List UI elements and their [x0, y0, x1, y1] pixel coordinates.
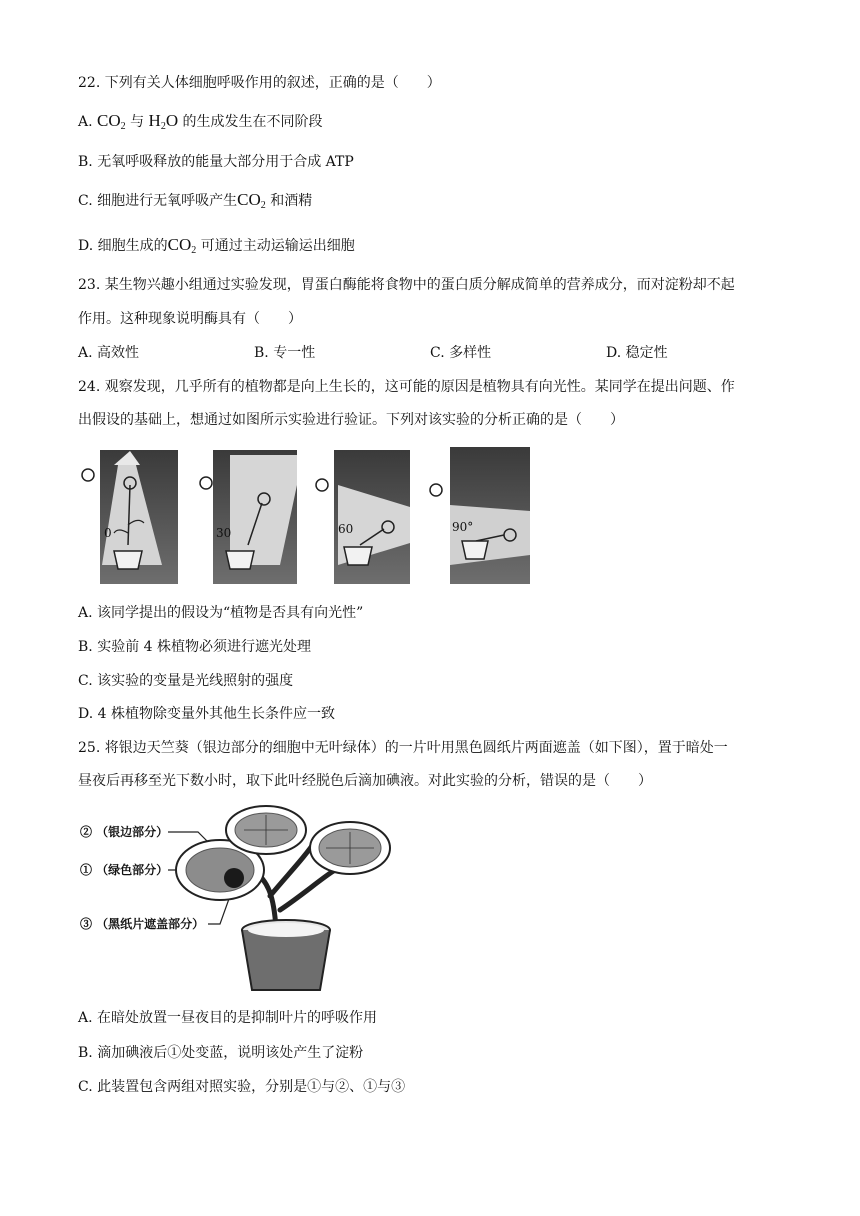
q24-option-d: D. 4 株植物除变量外其他生长条件应一致: [78, 706, 335, 722]
q25-option-a: A. 在暗处放置一昼夜目的是抑制叶片的呼吸作用: [78, 1010, 378, 1026]
upper-leaf: [226, 806, 306, 854]
q22-c-suffix: 和酒精: [265, 193, 313, 209]
angle-label-30: 30: [216, 526, 232, 540]
pot-icon: [114, 551, 142, 569]
flower-pot: [242, 920, 330, 990]
pot-icon: [344, 547, 372, 565]
q25-stem-line2: 昼夜后再移至光下数小时，取下此叶经脱色后滴加碘液。对此实验的分析，错误的是（ ）: [78, 773, 652, 789]
q23-option-b: B. 专一性: [254, 345, 316, 361]
black-paper-disc: [224, 868, 244, 888]
panel-30-degrees: [200, 450, 297, 584]
co2-formula: $CO_2$: [167, 235, 197, 256]
q22-option-c: [78, 190, 312, 216]
sun-icon: [82, 469, 94, 481]
q23-option-d: D. 稳定性: [606, 345, 668, 361]
q22-option-d: [78, 235, 355, 261]
label-green-part: ① （绿色部分）: [80, 863, 169, 877]
right-leaf: [310, 822, 390, 874]
panel-90-degrees: [430, 447, 530, 584]
phototropism-figure: [80, 445, 540, 587]
q22-c-prefix: C. 细胞进行无氧呼吸产生: [78, 193, 238, 209]
pot-icon: [226, 551, 254, 569]
q25-option-b: B. 滴加碘液后①处变蓝，说明该处产生了淀粉: [78, 1045, 364, 1061]
q22-stem: 22. 下列有关人体细胞呼吸作用的叙述，正确的是（ ）: [78, 75, 441, 91]
q24-option-c: C. 该实验的变量是光线照射的强度: [78, 673, 294, 689]
q24-stem-line1: 24. 观察发现，几乎所有的植物都是向上生长的，这可能的原因是植物具有向光性。某同学在提出问题、作: [78, 379, 735, 395]
q22-option-a: [78, 111, 323, 137]
panel-60-degrees: [316, 450, 410, 584]
sun-icon: [430, 484, 442, 496]
q24-stem-line2: 出假设的基础上，想通过如图所示实验进行验证。下列对该实验的分析正确的是（ ）: [78, 412, 624, 428]
sun-icon: [316, 479, 328, 491]
q24-option-a: A. 该同学提出的假设为“植物是否具有向光性”: [78, 605, 364, 621]
h2o-formula: $H_2O$: [148, 111, 179, 132]
label-silver-edge: ② （银边部分）: [80, 825, 169, 839]
angle-label-90: 90°: [452, 520, 474, 534]
angle-label-0: 0: [104, 526, 112, 540]
q22-a-prefix: A.: [78, 114, 98, 130]
co2-formula: $CO_2$: [237, 190, 266, 211]
q23-stem-line2: 作用。这种现象说明酶具有（ ）: [78, 311, 302, 327]
q23-stem-line1: 23. 某生物兴趣小组通过实验发现，胃蛋白酶能将食物中的蛋白质分解成简单的营养成分，而对淀粉却不起: [78, 277, 735, 293]
q23-option-a: A. 高效性: [78, 345, 140, 361]
q22-option-b: B. 无氧呼吸释放的能量大部分用于合成 ATP: [78, 154, 354, 170]
q22-a-mid: 与: [125, 114, 149, 130]
q22-d-prefix: D. 细胞生成的: [78, 238, 168, 254]
q25-stem-line1: 25. 将银边天竺葵（银边部分的细胞中无叶绿体）的一片叶用黑色圆纸片两面遮盖（如下图），置于暗处一: [78, 740, 728, 756]
pot-icon: [462, 541, 488, 559]
sun-icon: [200, 477, 212, 489]
q25-option-c: C. 此装置包含两组对照实验，分别是①与②、①与③: [78, 1079, 406, 1095]
geranium-leaf-figure: [80, 800, 400, 995]
angle-label-60: 60: [338, 522, 354, 536]
label-covered-part: ③ （黑纸片遮盖部分）: [80, 917, 205, 931]
panel-0-degrees: [82, 450, 178, 584]
q24-option-b: B. 实验前 4 株植物必须进行遮光处理: [78, 639, 311, 655]
q23-option-c: C. 多样性: [430, 345, 492, 361]
q22-a-suffix: 的生成发生在不同阶段: [178, 114, 323, 130]
q22-d-suffix: 可通过主动运输运出细胞: [196, 238, 355, 254]
co2-formula: $CO_2$: [97, 111, 126, 132]
